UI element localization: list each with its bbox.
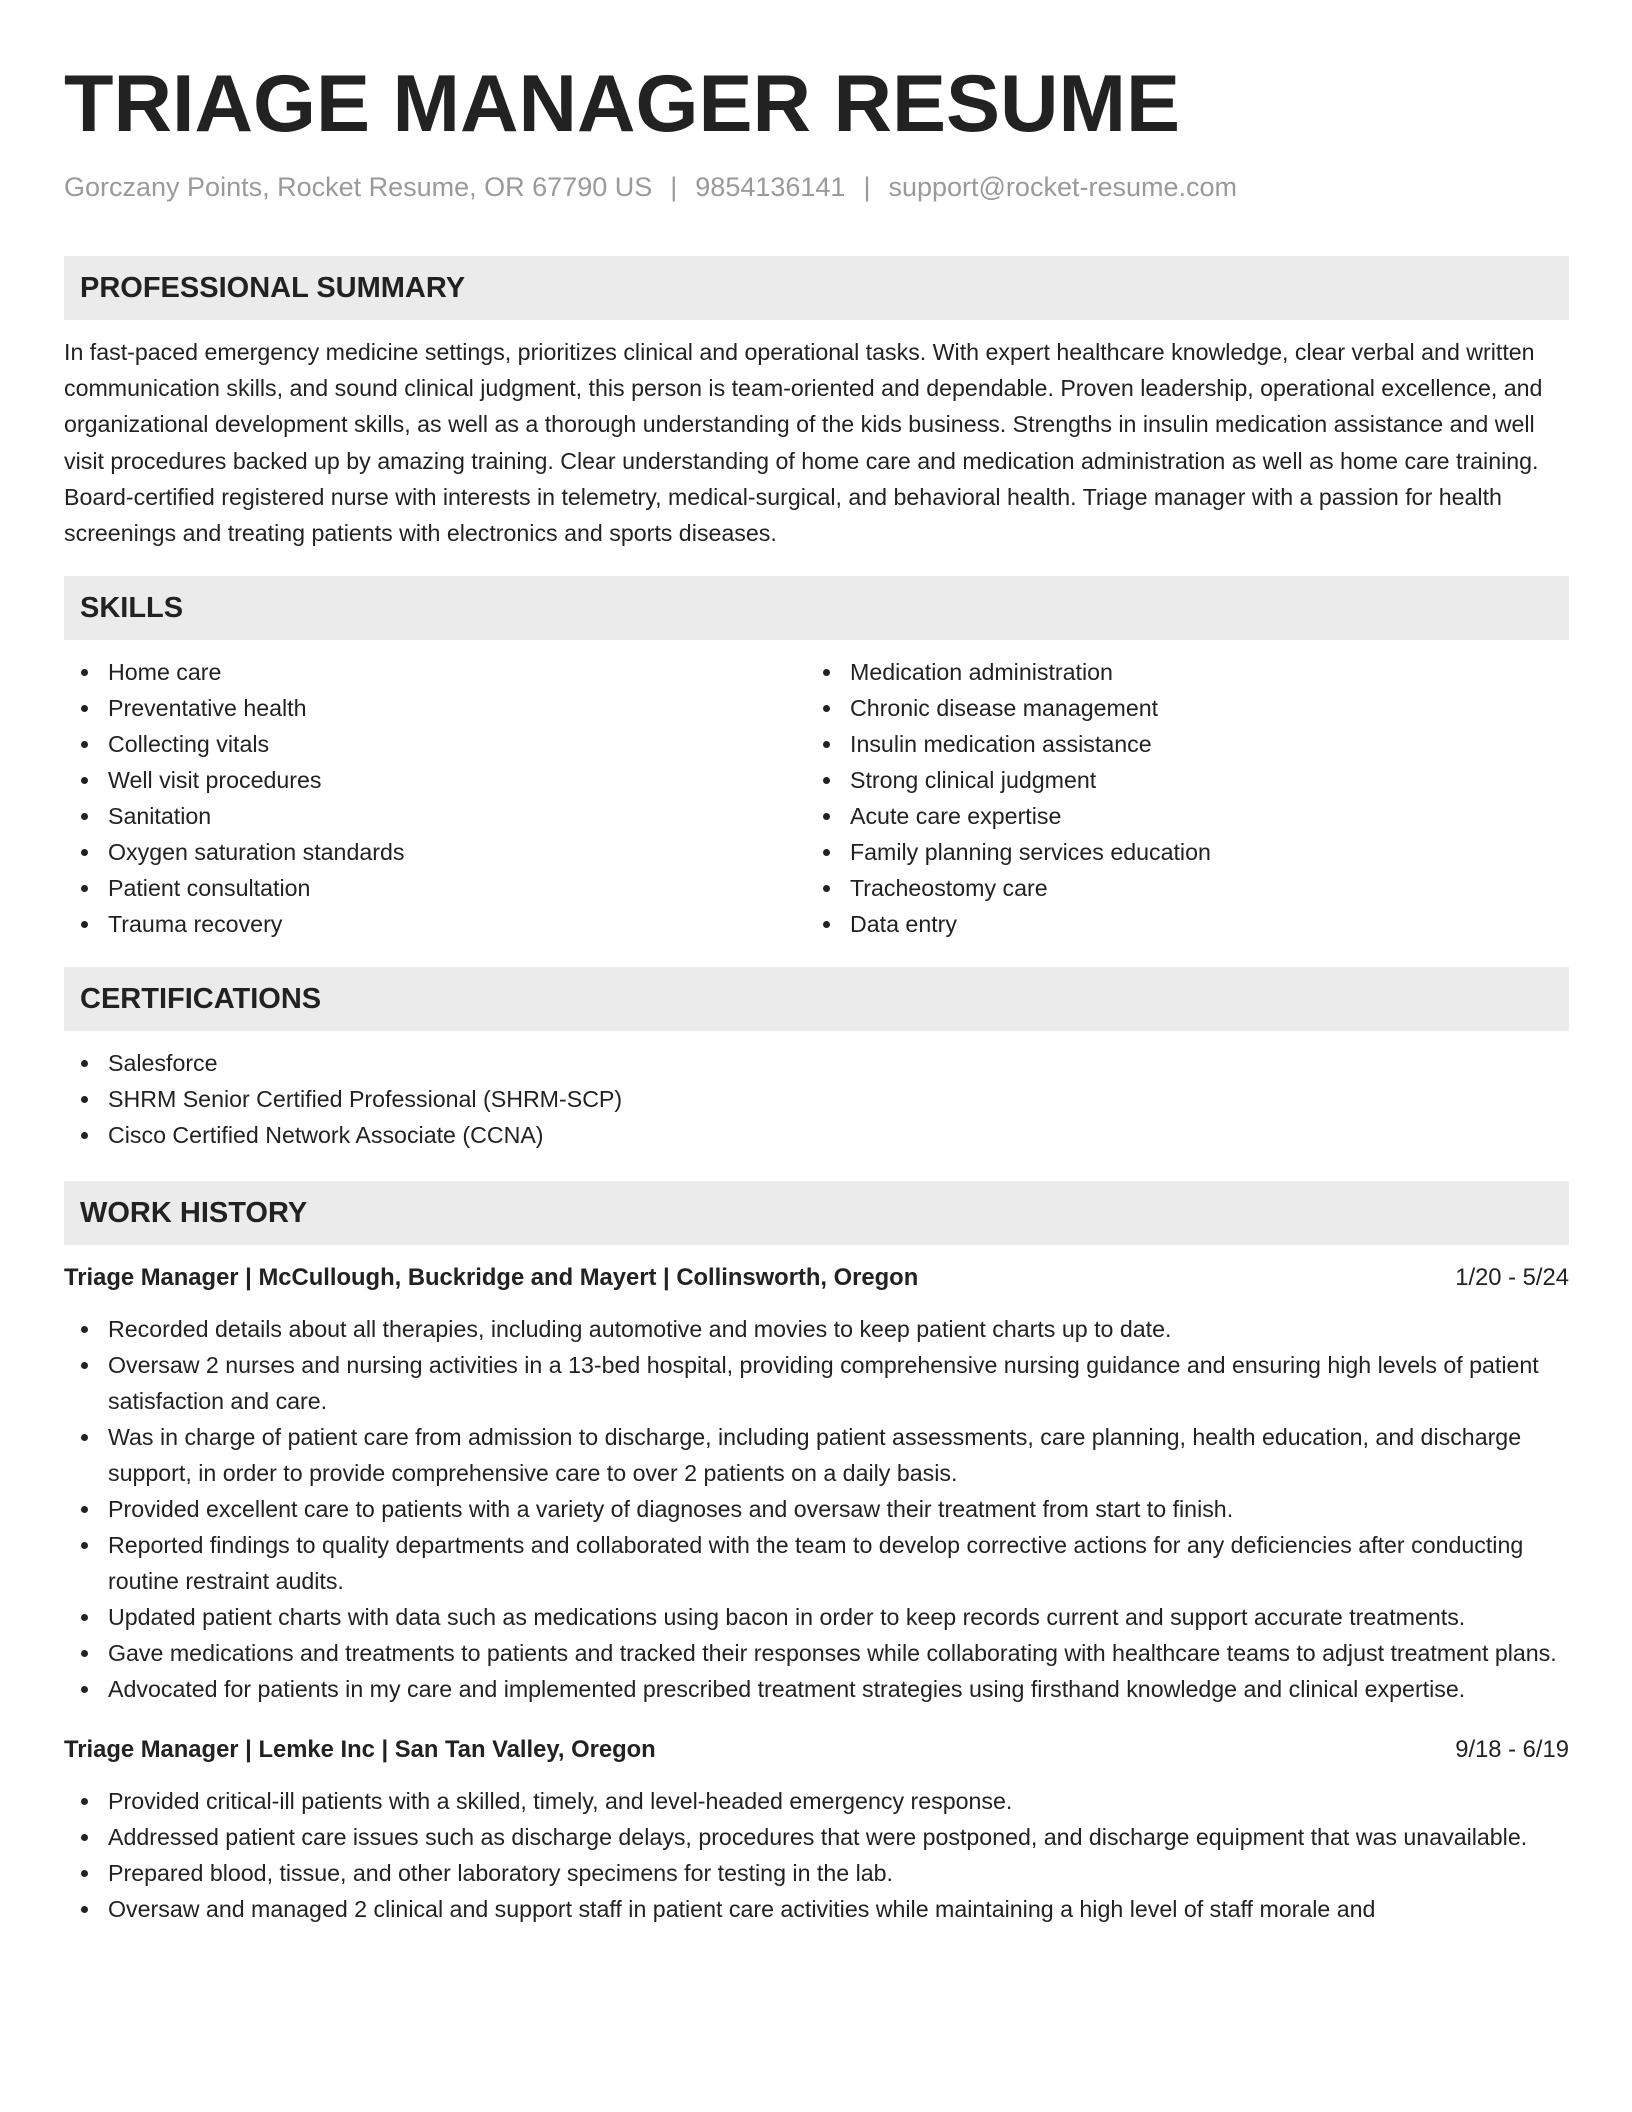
job-entry <box>64 1261 1569 1707</box>
job-dates: 9/18 - 6/19 <box>1455 1736 1569 1764</box>
certification-item: Cisco Certified Network Associate (CCNA) <box>108 1117 1569 1153</box>
job-bullet: Recorded details about all therapies, including automotive and movies to keep patient charts up to date. <box>108 1311 1569 1347</box>
skills-column-left <box>64 654 806 942</box>
job-bullet: Provided excellent care to patients with a variety of diagnoses and oversaw their treatment from start to finish. <box>108 1491 1569 1527</box>
certification-item: SHRM Senior Certified Professional (SHRM-SCP) <box>108 1081 1569 1117</box>
section-heading-summary: PROFESSIONAL SUMMARY <box>64 256 1569 320</box>
contact-address: Gorczany Points, Rocket Resume, OR 67790 US <box>64 172 653 202</box>
job-bullet: Gave medications and treatments to patients and tracked their responses while collaborating with healthcare teams to adjust treatment plans. <box>108 1635 1569 1671</box>
summary-text: In fast-paced emergency medicine settings, prioritizes clinical and operational tasks. With expert healthcare knowledge, clear verbal and written communication skills, and sound clinical judgment, this person is team-oriented and dependable. Proven leadership, operational excellence, and organizational development skills, as well as a thorough understanding of the kids business. Strengths in insulin medication assistance and well visit procedures backed up by amazing training. Clear understanding of home care and medication administration as well as home care training. Board-certified registered nurse with interests in telemetry, medical-surgical, and behavioral health. Triage manager with a passion for health screenings and treating patients with electronics and sports diseases. <box>64 339 1543 547</box>
job-bullet: Updated patient charts with data such as medications using bacon in order to keep records current and support accurate treatments. <box>108 1599 1569 1635</box>
skills-list <box>64 654 1569 942</box>
certifications-list <box>64 1045 1569 1153</box>
job-title: Triage Manager | McCullough, Buckridge and Mayert | Collinsworth, Oregon <box>64 1264 919 1292</box>
contact-separator: | <box>670 172 678 202</box>
job-bullet: Prepared blood, tissue, and other laboratory specimens for testing in the lab. <box>108 1855 1569 1891</box>
skill-item: Home care <box>108 654 806 690</box>
skill-item: Medication administration <box>850 654 1548 690</box>
job-dates: 1/20 - 5/24 <box>1455 1264 1569 1292</box>
job-bullet: Addressed patient care issues such as discharge delays, procedures that were postponed, and discharge equipment that was unavailable. <box>108 1819 1569 1855</box>
skill-item: Family planning services education <box>850 834 1548 870</box>
skill-item: Tracheostomy care <box>850 870 1548 906</box>
job-bullets <box>64 1311 1569 1707</box>
section-heading-certifications: CERTIFICATIONS <box>64 967 1569 1031</box>
job-header <box>64 1733 1569 1767</box>
job-bullet: Oversaw 2 nurses and nursing activities in a 13-bed hospital, providing comprehensive nursing guidance and ensuring high levels of patient satisfaction and care. <box>108 1347 1569 1419</box>
job-bullet: Provided critical-ill patients with a skilled, timely, and level-headed emergency response. <box>108 1783 1569 1819</box>
job-title: Triage Manager | Lemke Inc | San Tan Valley, Oregon <box>64 1736 656 1764</box>
section-heading-work-history: WORK HISTORY <box>64 1181 1569 1245</box>
job-bullet: Oversaw and managed 2 clinical and support staff in patient care activities while maintaining a high level of staff morale and <box>108 1891 1569 1927</box>
skill-item: Oxygen saturation standards <box>108 834 806 870</box>
job-bullet: Advocated for patients in my care and implemented prescribed treatment strategies using firsthand knowledge and clinical expertise. <box>108 1671 1569 1707</box>
skill-item: Acute care expertise <box>850 798 1548 834</box>
resume-title: TRIAGE MANAGER RESUME <box>64 59 1181 149</box>
skills-column-right <box>806 654 1548 942</box>
job-bullet: Was in charge of patient care from admission to discharge, including patient assessments, care planning, health education, and discharge support, in order to provide comprehensive care to over 2 patients on a daily basis. <box>108 1419 1569 1491</box>
contact-phone: 9854136141 <box>695 172 846 202</box>
job-entry <box>64 1733 1569 1927</box>
skill-item: Patient consultation <box>108 870 806 906</box>
skill-item: Well visit procedures <box>108 762 806 798</box>
skill-item: Trauma recovery <box>108 906 806 942</box>
skill-item: Sanitation <box>108 798 806 834</box>
skill-item: Insulin medication assistance <box>850 726 1548 762</box>
job-bullets <box>64 1783 1569 1927</box>
skill-item: Data entry <box>850 906 1548 942</box>
job-bullet: Reported findings to quality departments and collaborated with the team to develop corrective actions for any deficiencies after conducting routine restraint audits. <box>108 1527 1569 1599</box>
skill-item: Strong clinical judgment <box>850 762 1548 798</box>
skill-item: Collecting vitals <box>108 726 806 762</box>
certification-item: Salesforce <box>108 1045 1569 1081</box>
skill-item: Preventative health <box>108 690 806 726</box>
skill-item: Chronic disease management <box>850 690 1548 726</box>
section-heading-skills: SKILLS <box>64 576 1569 640</box>
contact-separator: | <box>863 172 871 202</box>
contact-line <box>64 170 1569 204</box>
contact-email: support@rocket-resume.com <box>888 172 1237 202</box>
job-header <box>64 1261 1569 1295</box>
